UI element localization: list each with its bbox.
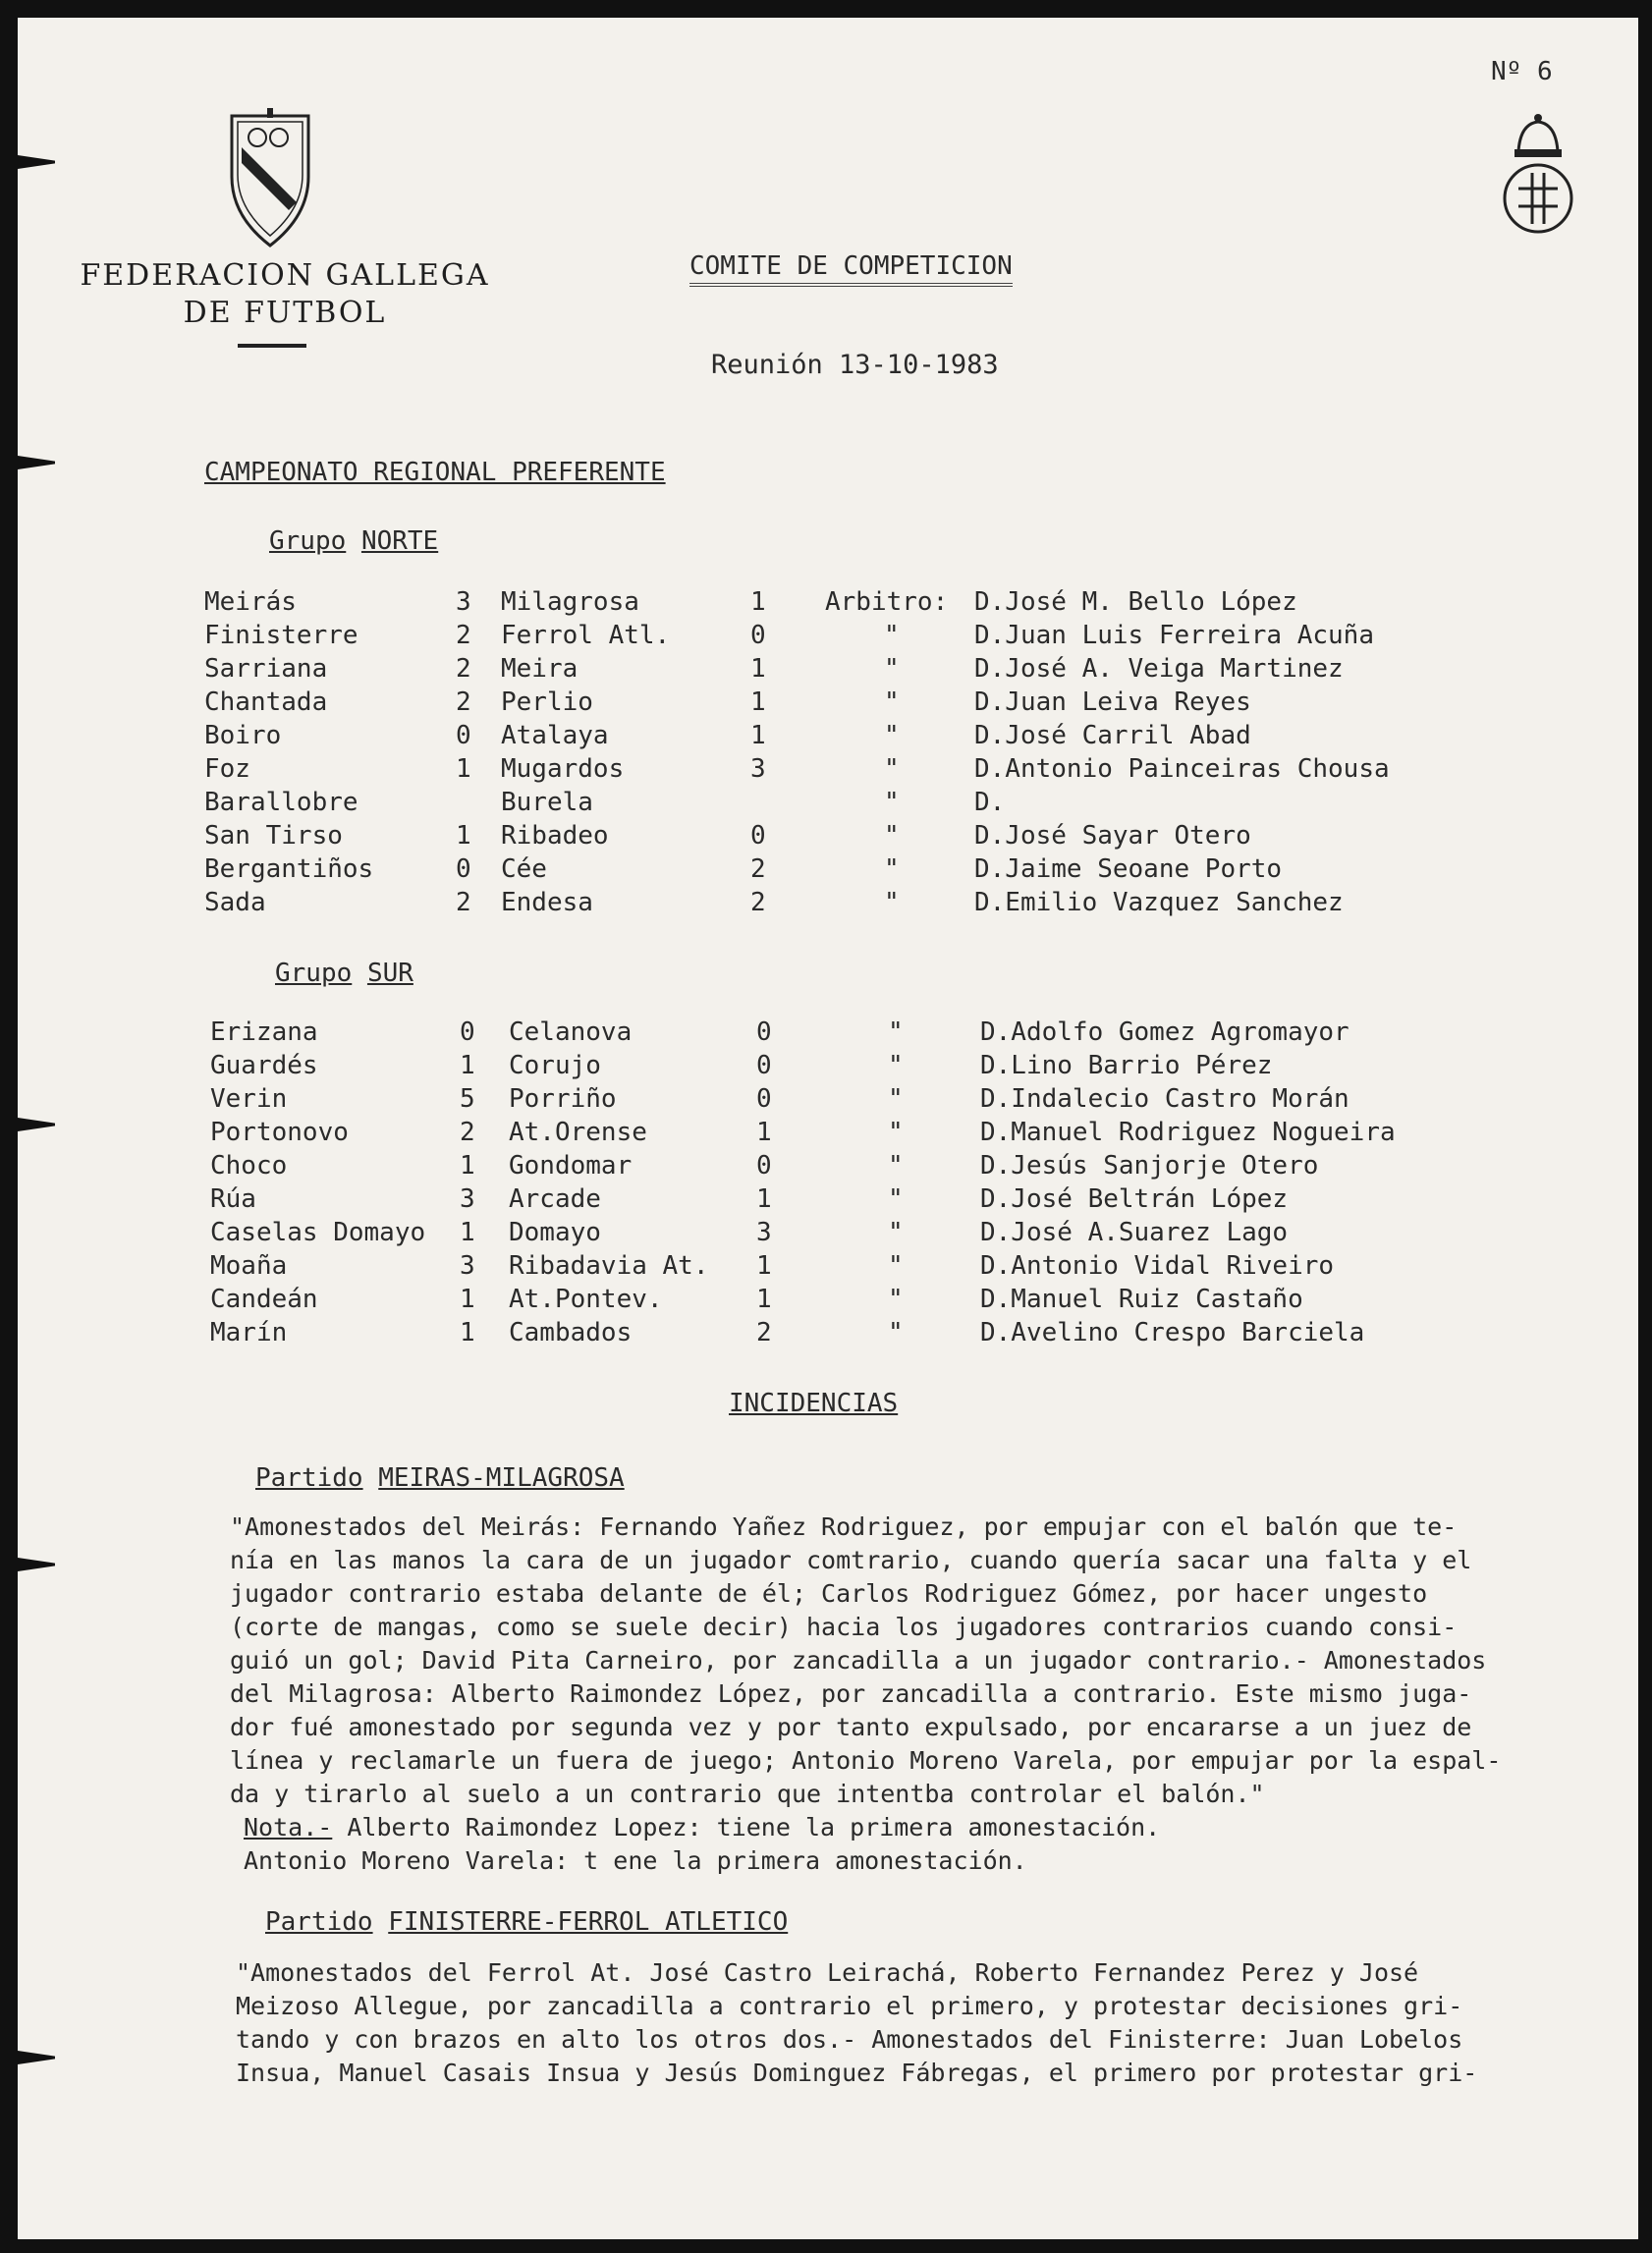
referee-label: " [888,1017,904,1047]
match-row [18,1216,1638,1249]
binder-clip [18,2051,55,2064]
match-row [18,1316,1638,1349]
referee-name: D.Indalecio Castro Morán [980,1084,1349,1114]
home-team: Erizana [210,1017,318,1047]
away-team: At.Pontev. [509,1285,663,1314]
away-score: 1 [750,721,766,750]
match-row [18,585,1638,619]
federation-name-line2: DE FUTBOL [183,296,387,330]
away-score: 3 [750,754,766,784]
referee-name: D.Antonio Vidal Riveiro [980,1251,1335,1281]
referee-name: D.Jaime Seoane Porto [974,854,1283,884]
committee-title-text: COMITE DE COMPETICION [689,251,1013,287]
home-score: 1 [456,821,471,851]
away-score: 1 [756,1285,772,1314]
away-score: 1 [750,654,766,684]
away-score: 1 [750,687,766,717]
incidencias-title: INCIDENCIAS [729,1389,899,1418]
away-team: Cambados [509,1318,633,1347]
match-row [18,1249,1638,1283]
referee-label: " [888,1184,904,1214]
referee-name: D.José M. Bello López [974,587,1297,617]
match-row [18,752,1638,786]
home-team: Sarriana [204,654,328,684]
referee-label: " [884,687,900,717]
away-score: 1 [756,1184,772,1214]
home-score: 0 [456,721,471,750]
away-team: Mugardos [501,754,625,784]
referee-name: D.José Carril Abad [974,721,1251,750]
home-score: 1 [460,1218,475,1247]
away-team: Milagrosa [501,587,639,617]
referee-name: D.José A. Veiga Martinez [974,654,1344,684]
home-score: 3 [460,1184,475,1214]
home-team: Moaña [210,1251,288,1281]
away-team: Cée [501,854,547,884]
away-score: 0 [756,1051,772,1080]
referee-name: D.Emilio Vazquez Sanchez [974,888,1344,917]
referee-name: D.Adolfo Gomez Agromayor [980,1017,1349,1047]
document-page [18,18,1638,2239]
away-team: Endesa [501,888,593,917]
binder-clip [18,456,55,469]
federation-name-line1: FEDERACION GALLEGA [80,258,490,293]
match-row [18,1082,1638,1116]
report-line: jugador contrario estaba delante de él; Carlos Rodriguez Gómez, por hacer ungesto [230,1579,1428,1608]
referee-name: D.José Beltrán López [980,1184,1289,1214]
group-prefix: Grupo [269,526,347,556]
away-team: Gondomar [509,1151,633,1181]
nota-line [230,1811,1501,1844]
referee-label: " [884,821,900,851]
referee-label: " [888,1318,904,1347]
home-score: 1 [460,1051,475,1080]
away-team: Ferrol Atl. [501,621,671,650]
home-team: Boiro [204,721,282,750]
report-line: nía en las manos la cara de un jugador comtrario, cuando quería sacar una falta y el [230,1546,1472,1574]
away-team: At.Orense [509,1118,647,1147]
referee-label: " [884,788,900,817]
match-row [18,719,1638,752]
referee-name: D.José A.Suarez Lago [980,1218,1289,1247]
home-team: Barallobre [204,788,358,817]
report-line: línea y reclamarle un fuera de juego; Antonio Moreno Varela, por empujar por la espal- [230,1746,1502,1775]
match-row [18,1116,1638,1149]
referee-label: " [888,1218,904,1247]
group-title-norte [269,526,438,556]
report-line: dor fué amonestado por segunda vez y por tanto expulsado, por encararse a un juez de [230,1713,1472,1741]
home-team: Marín [210,1318,288,1347]
away-team: Burela [501,788,593,817]
referee-label: " [884,888,900,917]
away-score: 0 [750,621,766,650]
home-score: 5 [460,1084,475,1114]
away-score: 2 [750,854,766,884]
match-row [18,1283,1638,1316]
home-score: 1 [456,754,471,784]
referee-name: D. [974,788,1006,817]
home-score: 2 [456,654,471,684]
referee-name: D.Juan Leiva Reyes [974,687,1251,717]
referee-name: D.Manuel Rodriguez Nogueira [980,1118,1396,1147]
referee-label: " [884,854,900,884]
report-line: "Amonestados del Meirás: Fernando Yañez Rodriguez, por empujar con el balón que te- [230,1512,1458,1541]
group-title-sur [275,959,413,988]
home-score: 0 [456,854,471,884]
home-team: Guardés [210,1051,318,1080]
federation-shield-logo [228,108,312,251]
match-row [18,619,1638,652]
referee-name: D.Antonio Painceiras Chousa [974,754,1390,784]
group-name: SUR [366,959,413,988]
report-line: guió un gol; David Pita Carneiro, por zancadilla a un jugador contrario.- Amonestados [230,1646,1487,1675]
report-line: Insua, Manuel Casais Insua y Jesús Dominguez Fábregas, el primero por protestar gri- [236,2059,1478,2087]
home-team: Choco [210,1151,288,1181]
away-score: 1 [756,1251,772,1281]
home-score: 0 [460,1017,475,1047]
binder-clip [18,1558,55,1571]
home-team: Caselas Domayo [210,1218,426,1247]
report-line: da y tirarlo al suelo a un contrario que intentba controlar el balón." [230,1780,1265,1808]
home-team: Candeán [210,1285,318,1314]
report-line: "Amonestados del Ferrol At. José Castro Leirachá, Roberto Fernandez Perez y José [236,1958,1419,1987]
report-line: del Milagrosa: Alberto Raimondez López, por zancadilla a contrario. Este mismo juga- [230,1679,1472,1708]
referee-name: D.José Sayar Otero [974,821,1251,851]
match-row [18,786,1638,819]
referee-label: " [884,654,900,684]
away-score: 0 [756,1084,772,1114]
away-team: Ribadeo [501,821,609,851]
group-name: NORTE [360,526,439,556]
home-score: 1 [460,1285,475,1314]
referee-label: " [888,1285,904,1314]
referee-name: D.Juan Luis Ferreira Acuña [974,621,1374,650]
home-score: 3 [456,587,471,617]
referee-name: D.Avelino Crespo Barciela [980,1318,1365,1347]
home-score: 2 [456,888,471,917]
referee-label: " [888,1251,904,1281]
page-number: Nº 6 [1491,57,1553,86]
home-team: Portonovo [210,1118,349,1147]
report-line: Meizoso Allegue, por zancadilla a contrario el primero, y protestar decisiones gri- [236,1992,1463,2020]
home-team: San Tirso [204,821,343,851]
match-row [18,819,1638,852]
away-score: 0 [750,821,766,851]
home-team: Bergantiños [204,854,374,884]
away-team: Meira [501,654,578,684]
away-score: 0 [756,1151,772,1181]
crown-crest-logo [1497,112,1579,240]
match-heading-meiras-milagrosa [255,1463,625,1493]
referee-name: D.Jesús Sanjorje Otero [980,1151,1319,1181]
referee-label: " [884,621,900,650]
referee-label: " [888,1151,904,1181]
home-score: 1 [460,1151,475,1181]
away-score: 2 [750,888,766,917]
away-team: Perlio [501,687,593,717]
away-team: Corujo [509,1051,601,1080]
match-row [18,1016,1638,1049]
away-score: 3 [756,1218,772,1247]
match-row [18,1149,1638,1182]
home-score: 1 [460,1318,475,1347]
referee-label: " [884,754,900,784]
referee-name: D.Manuel Ruiz Castaño [980,1285,1303,1314]
match-row [18,1049,1638,1082]
match-row [18,686,1638,719]
away-score: 2 [756,1318,772,1347]
away-team: Arcade [509,1184,601,1214]
incident-report-1 [230,1511,1501,1878]
report-line: tando y con brazos en alto los otros dos.- Amonestados del Finisterre: Juan Lobelos [236,2025,1463,2054]
match-row [18,652,1638,686]
home-team: Chantada [204,687,328,717]
binder-clip [18,155,55,169]
match-row [18,1182,1638,1216]
home-team: Rúa [210,1184,256,1214]
home-score: 2 [456,621,471,650]
referee-label: Arbitro: [825,587,949,617]
committee-title [689,251,1013,281]
referee-label: " [888,1051,904,1080]
referee-label: " [888,1084,904,1114]
match-name: MEIRAS-MILAGROSA [378,1463,625,1493]
away-score: 1 [756,1118,772,1147]
away-team: Celanova [509,1017,633,1047]
home-score: 2 [460,1118,475,1147]
home-score: 2 [456,687,471,717]
divider [238,344,306,348]
match-heading-finisterre-ferrol [265,1907,788,1937]
away-team: Domayo [509,1218,601,1247]
away-score: 1 [750,587,766,617]
referee-label: " [888,1118,904,1147]
home-team: Sada [204,888,266,917]
home-score: 3 [460,1251,475,1281]
match-name: FINISTERRE-FERROL ATLETICO [388,1907,789,1937]
nota-label: Nota.- [244,1813,333,1841]
meeting-date: Reunión 13-10-1983 [711,350,999,380]
away-team: Porriño [509,1084,617,1114]
away-score: 0 [756,1017,772,1047]
match-prefix: Partido [265,1907,373,1937]
championship-title: CAMPEONATO REGIONAL PREFERENTE [204,458,666,487]
away-team: Ribadavia At. [509,1251,709,1281]
federation-name [79,257,491,332]
home-team: Verin [210,1084,288,1114]
nota-text: Alberto Raimondez Lopez: tiene la primera amonestación. [332,1813,1161,1841]
incident-report-2 [236,1956,1477,2090]
group-prefix: Grupo [275,959,353,988]
home-team: Finisterre [204,621,358,650]
match-row [18,886,1638,919]
nota-line-2: Antonio Moreno Varela: t ene la primera amonestación. [244,1846,1027,1875]
away-team: Atalaya [501,721,609,750]
match-prefix: Partido [255,1463,363,1493]
referee-name: D.Lino Barrio Pérez [980,1051,1273,1080]
match-row [18,852,1638,886]
home-team: Meirás [204,587,297,617]
report-line: (corte de mangas, como se suele decir) hacia los jugadores contrarios cuando consi- [230,1613,1458,1641]
home-team: Foz [204,754,250,784]
referee-label: " [884,721,900,750]
